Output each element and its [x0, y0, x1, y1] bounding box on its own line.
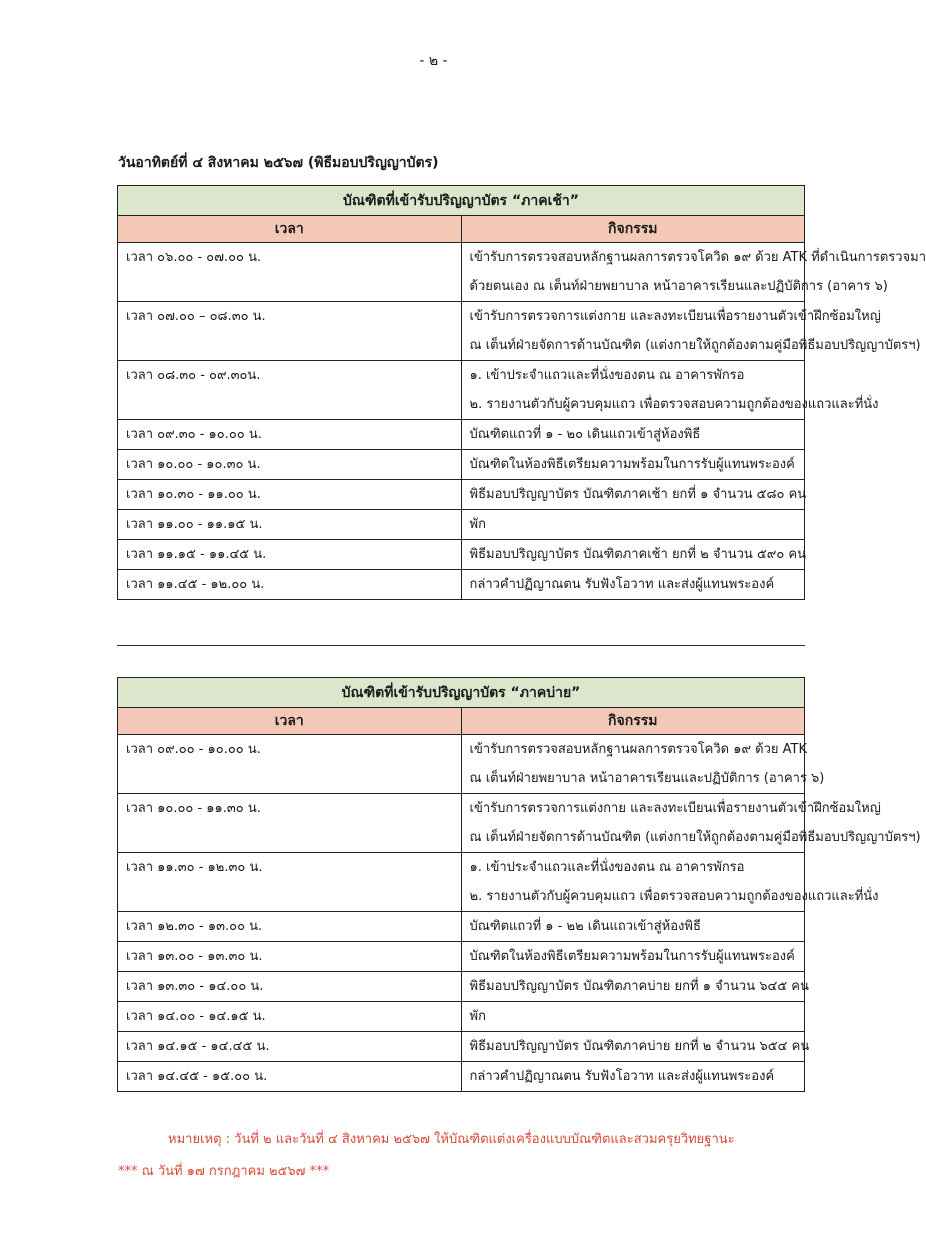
activity-cell — [461, 912, 805, 942]
table-row — [118, 361, 805, 420]
table-row — [118, 853, 805, 912]
activity-cell — [461, 1032, 810, 1062]
footnote: หมายเหตุ : วันที่ ๒ และวันที่ ๔ สิงหาคม ๒๕๖๗ ให้บัณฑิตแต่งเครื่องแบบบัณฑิตและสวมครุยวิทยฐานะ — [168, 1132, 735, 1147]
activity-line: เข้ารับการตรวจการแต่งกาย และลงทะเบียนเพื่อรายงานตัวเข้าฝึกซ้อมใหญ่ — [469, 309, 881, 324]
time-cell: เวลา ๐๙.๐๐ - ๑๐.๐๐ น. — [118, 735, 462, 794]
activity-line: ณ เต็นท์ฝ่ายจัดการด้านบัณฑิต (แต่งกายให้ถูกต้องตามคู่มือพิธีมอบปริญญาบัตรฯ) — [469, 338, 921, 353]
time-cell: เวลา ๑๔.๑๕ - ๑๔.๔๕ น. — [118, 1032, 462, 1062]
table-row — [118, 794, 805, 853]
activity-line: พิธีมอบปริญญาบัตร บัณฑิตภาคบ่าย ยกที่ ๑ จำนวน ๖๔๕ คน — [469, 979, 809, 994]
table-row — [118, 912, 805, 942]
activity-line: พัก — [469, 517, 486, 532]
activity-line: พัก — [469, 1009, 486, 1024]
table-row — [118, 243, 805, 302]
table-row — [118, 735, 805, 794]
time-cell: เวลา ๐๗.๐๐ – ๐๘.๓๐ น. — [118, 302, 462, 361]
time-cell: เวลา ๑๑.๓๐ - ๑๒.๓๐ น. — [118, 853, 462, 912]
time-cell: เวลา ๑๓.๓๐ - ๑๔.๐๐ น. — [118, 972, 462, 1002]
table-row — [118, 480, 805, 510]
time-cell: เวลา ๐๙.๓๐ - ๑๐.๐๐ น. — [118, 420, 462, 450]
activity-line: บัณฑิตในห้องพิธีเตรียมความพร้อมในการรับผู้แทนพระองค์ — [469, 949, 795, 964]
activity-line: บัณฑิตแถวที่ ๑ - ๒๒ เดินแถวเข้าสู่ห้องพิธี — [469, 919, 701, 934]
morning-schedule-table — [117, 185, 926, 600]
activity-line: ณ เต็นท์ฝ่ายพยาบาล หน้าอาคารเรียนและปฏิบัติการ (อาคาร ๖) — [469, 771, 825, 786]
time-cell: เวลา ๑๔.๐๐ - ๑๔.๑๕ น. — [118, 1002, 462, 1032]
table-row — [118, 302, 805, 361]
activity-cell — [461, 540, 805, 570]
table-row — [118, 1032, 805, 1062]
activity-line: กล่าวคำปฏิญาณตน รับฟังโอวาท และส่งผู้แทนพระองค์ — [469, 577, 775, 592]
table-row — [118, 420, 805, 450]
activity-cell — [461, 570, 805, 600]
morning-activity-header: กิจกรรม — [461, 216, 805, 243]
time-cell: เวลา ๑๑.๔๕ - ๑๒.๐๐ น. — [118, 570, 462, 600]
activity-line: ด้วยตนเอง ณ เต็นท์ฝ่ายพยาบาล หน้าอาคารเรียนและปฏิบัติการ (อาคาร ๖) — [469, 279, 888, 294]
activity-cell — [461, 972, 809, 1002]
activity-line: บัณฑิตในห้องพิธีเตรียมความพร้อมในการรับผู้แทนพระองค์ — [469, 457, 795, 472]
afternoon-activity-header: กิจกรรม — [461, 708, 805, 735]
activity-line: เข้ารับการตรวจการแต่งกาย และลงทะเบียนเพื่อรายงานตัวเข้าฝึกซ้อมใหญ่ — [469, 801, 881, 816]
time-cell: เวลา ๑๔.๔๕ - ๑๕.๐๐ น. — [118, 1062, 462, 1092]
section-divider — [117, 645, 805, 646]
date-note: *** ณ วันที่ ๑๗ กรกฎาคม ๒๕๖๗ *** — [118, 1164, 330, 1179]
table-row — [118, 972, 805, 1002]
page-number: - ๒ - — [419, 53, 448, 69]
morning-table-title: บัณฑิตที่เข้ารับปริญญาบัตร “ภาคเช้า” — [118, 186, 805, 216]
table-row — [118, 540, 805, 570]
morning-time-header: เวลา — [118, 216, 462, 243]
table-row — [118, 942, 805, 972]
time-cell: เวลา ๑๑.๑๕ - ๑๑.๔๕ น. — [118, 540, 462, 570]
activity-line: กล่าวคำปฏิญาณตน รับฟังโอวาท และส่งผู้แทนพระองค์ — [469, 1069, 775, 1084]
activity-line: ๒. รายงานตัวกับผู้ควบคุมแถว เพื่อตรวจสอบความถูกต้องของแถวและที่นั่ง — [469, 889, 879, 904]
activity-line: พิธีมอบปริญญาบัตร บัณฑิตภาคเช้า ยกที่ ๒ จำนวน ๕๙๐ คน — [469, 547, 806, 562]
table-row — [118, 1002, 805, 1032]
activity-line: ๑. เข้าประจำแถวและที่นั่งของตน ณ อาคารพักรอ — [469, 860, 745, 875]
activity-cell — [461, 243, 926, 302]
activity-cell — [461, 853, 879, 912]
activity-line: เข้ารับการตรวจสอบหลักฐานผลการตรวจโควิด ๑๙ ด้วย ATK — [469, 742, 807, 757]
table-row — [118, 510, 805, 540]
activity-cell — [461, 480, 805, 510]
time-cell: เวลา ๑๓.๐๐ - ๑๓.๓๐ น. — [118, 942, 462, 972]
time-cell: เวลา ๑๐.๓๐ - ๑๑.๐๐ น. — [118, 480, 462, 510]
activity-line: พิธีมอบปริญญาบัตร บัณฑิตภาคบ่าย ยกที่ ๒ จำนวน ๖๕๔ คน — [469, 1039, 810, 1054]
afternoon-schedule-table — [117, 677, 921, 1092]
activity-line: พิธีมอบปริญญาบัตร บัณฑิตภาคเช้า ยกที่ ๑ จำนวน ๕๘๐ คน — [469, 487, 807, 502]
activity-cell — [461, 794, 921, 853]
activity-cell — [461, 361, 879, 420]
page-heading: วันอาทิตย์ที่ ๔ สิงหาคม ๒๕๖๗ (พิธีมอบปริญญาบัตร) — [118, 155, 439, 171]
activity-cell — [461, 942, 805, 972]
table-row — [118, 450, 805, 480]
time-cell: เวลา ๐๘.๓๐ - ๐๙.๓๐น. — [118, 361, 462, 420]
activity-line: ๒. รายงานตัวกับผู้ควบคุมแถว เพื่อตรวจสอบความถูกต้องของแถวและที่นั่ง — [469, 397, 879, 412]
afternoon-time-header: เวลา — [118, 708, 462, 735]
activity-cell — [461, 420, 805, 450]
time-cell: เวลา ๑๑.๐๐ - ๑๑.๑๕ น. — [118, 510, 462, 540]
activity-line: ณ เต็นท์ฝ่ายจัดการด้านบัณฑิต (แต่งกายให้ถูกต้องตามคู่มือพิธีมอบปริญญาบัตรฯ) — [469, 830, 921, 845]
activity-cell — [461, 302, 921, 361]
time-cell: เวลา ๑๒.๓๐ - ๑๓.๐๐ น. — [118, 912, 462, 942]
activity-cell — [461, 450, 805, 480]
activity-cell — [461, 1062, 805, 1092]
activity-line: บัณฑิตแถวที่ ๑ - ๒๐ เดินแถวเข้าสู่ห้องพิธี — [469, 427, 701, 442]
activity-cell — [461, 1002, 805, 1032]
table-row — [118, 570, 805, 600]
activity-line: ๑. เข้าประจำแถวและที่นั่งของตน ณ อาคารพักรอ — [469, 368, 745, 383]
afternoon-table-title: บัณฑิตที่เข้ารับปริญญาบัตร “ภาคบ่าย” — [118, 678, 805, 708]
time-cell: เวลา ๑๐.๐๐ - ๑๐.๓๐ น. — [118, 450, 462, 480]
activity-cell — [461, 735, 825, 794]
time-cell: เวลา ๑๐.๐๐ - ๑๑.๓๐ น. — [118, 794, 462, 853]
table-row — [118, 1062, 805, 1092]
time-cell: เวลา ๐๖.๐๐ - ๐๗.๐๐ น. — [118, 243, 462, 302]
activity-line: เข้ารับการตรวจสอบหลักฐานผลการตรวจโควิด ๑๙ ด้วย ATK ที่ดำเนินการตรวจมา — [469, 250, 926, 265]
activity-cell — [461, 510, 805, 540]
